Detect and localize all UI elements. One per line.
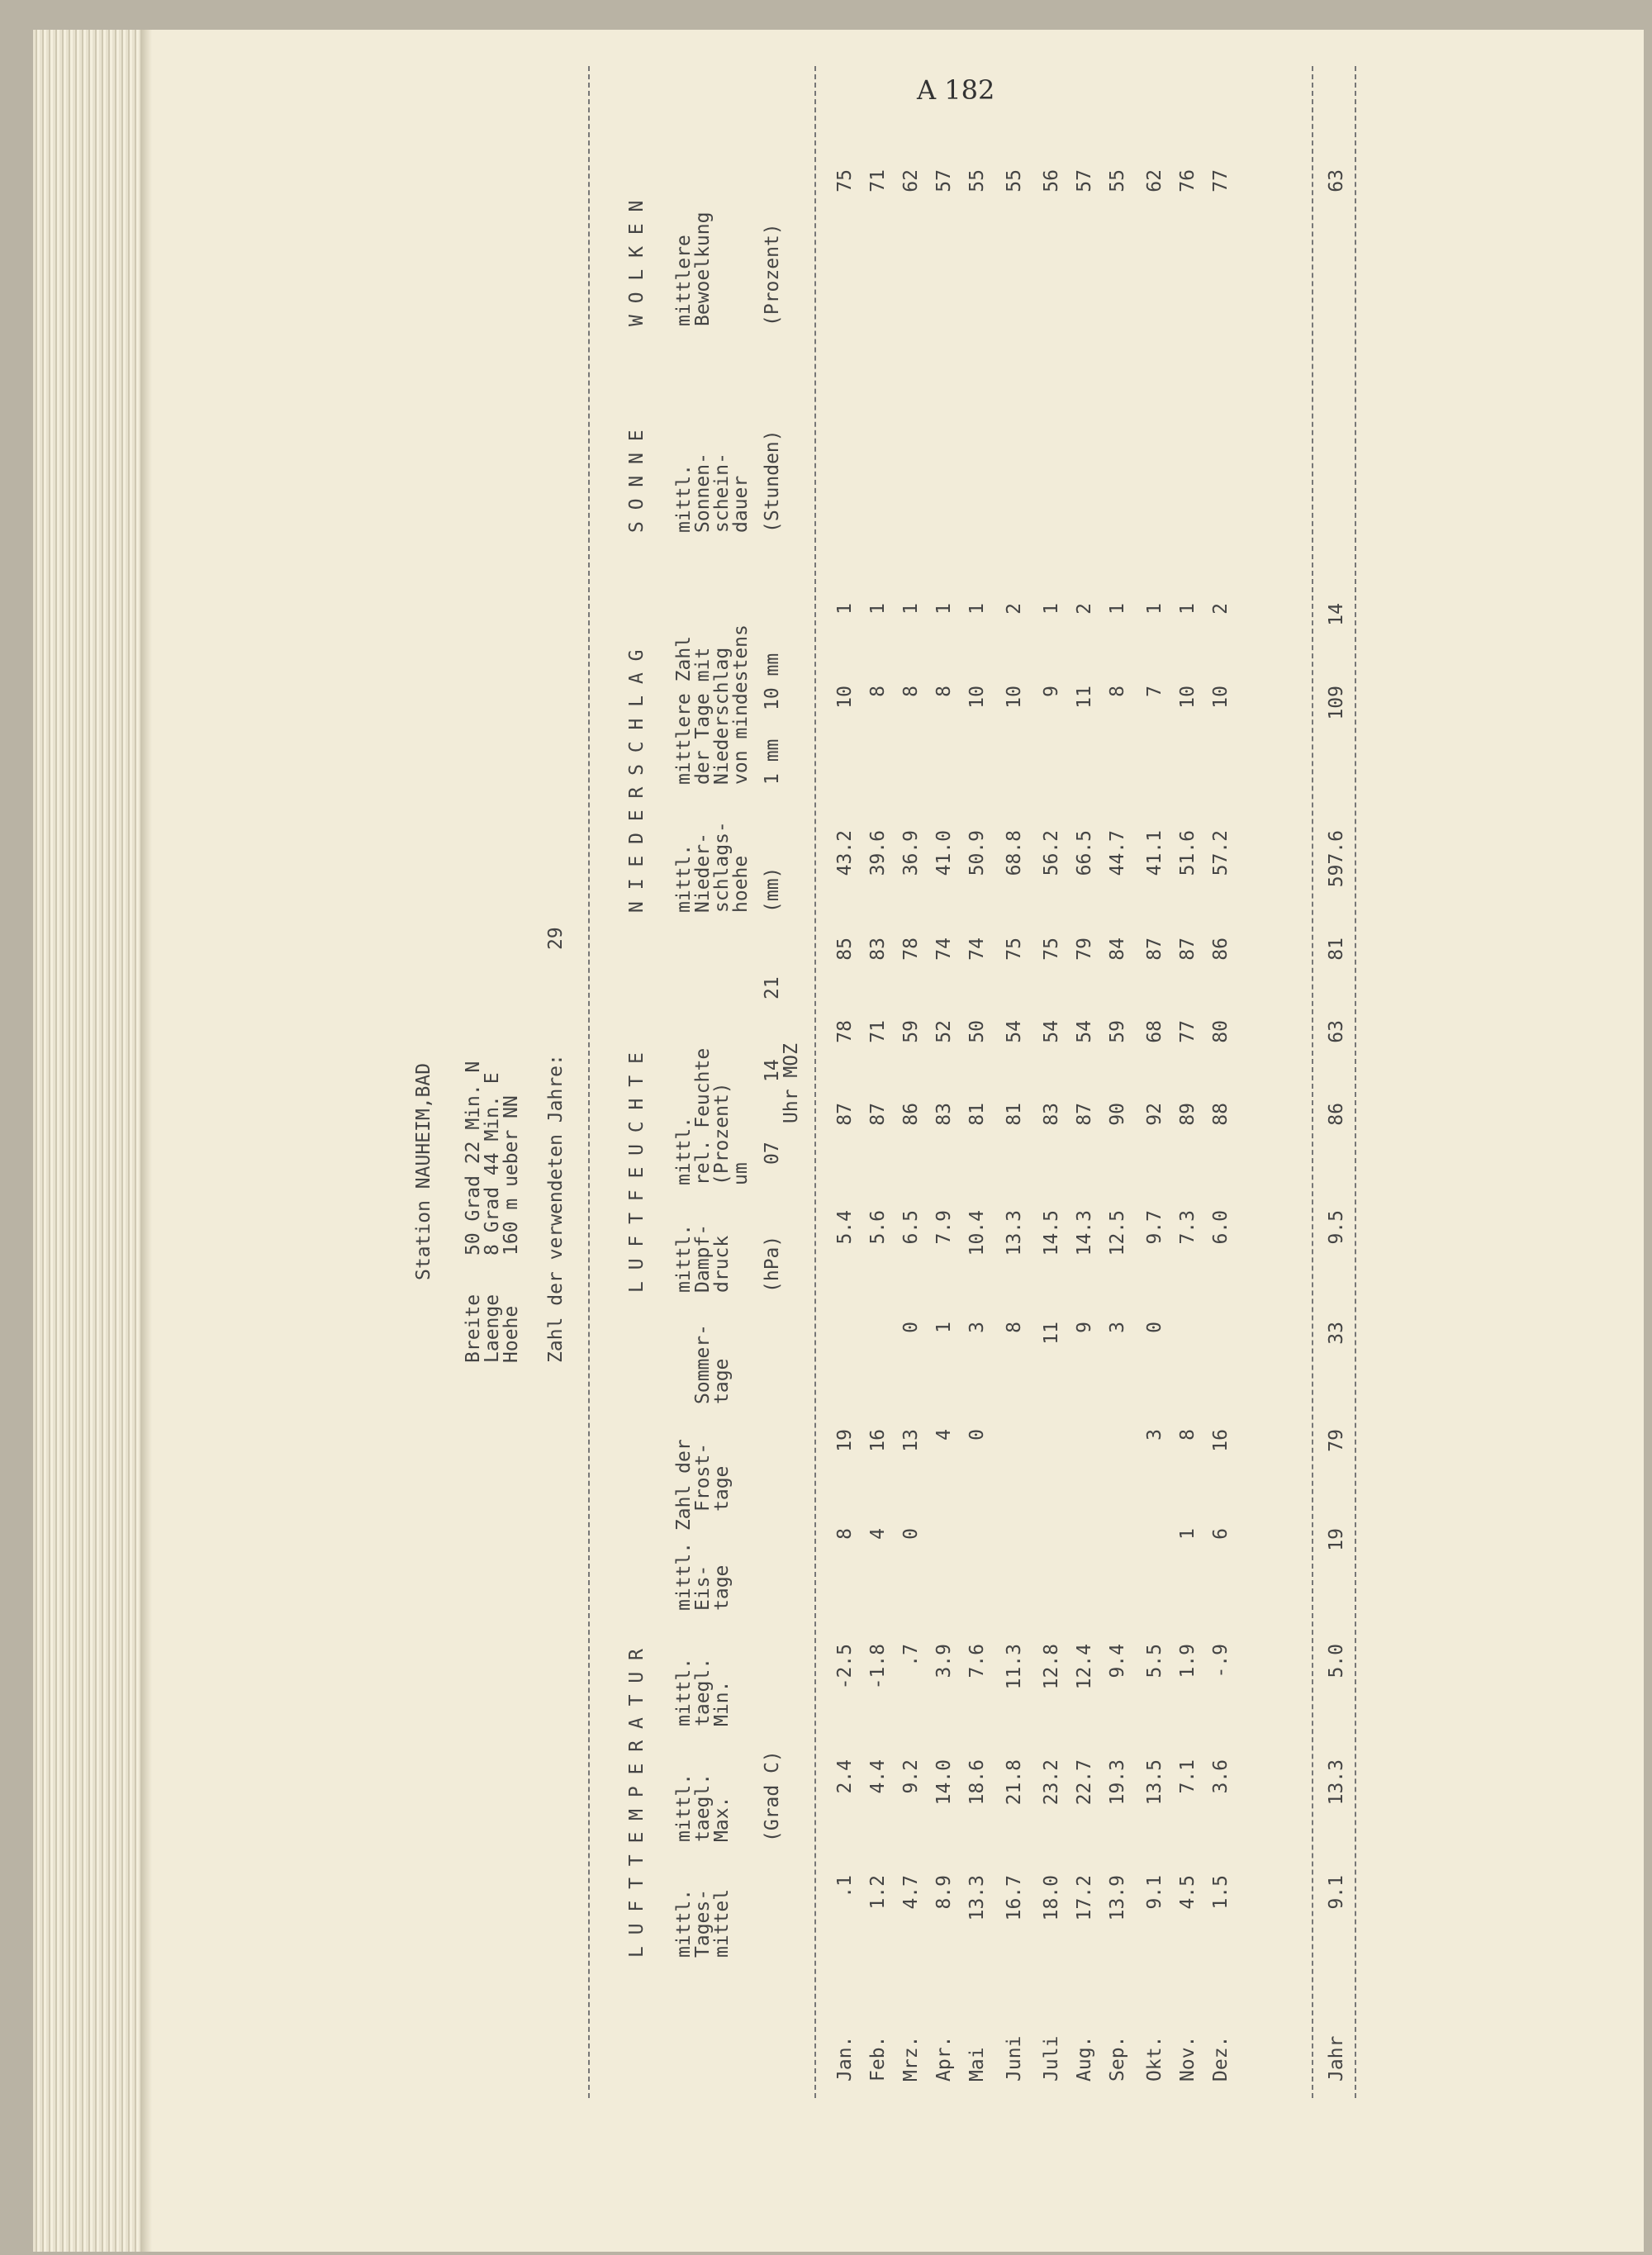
row-6-h07: 81: [1004, 1103, 1025, 1126]
row-10-h21: 87: [1144, 938, 1165, 961]
hdr-pdays-1: mittlere Zahl: [673, 635, 695, 785]
row-7-max: 23.2: [1041, 1759, 1062, 1806]
row-4-h07: 83: [933, 1103, 955, 1126]
row-10-frost: 3: [1144, 1429, 1165, 1441]
row-6-d10: 2: [1004, 603, 1025, 615]
row-4-h21: 74: [933, 938, 955, 961]
hdr-mean-1: mittl.: [673, 1888, 695, 1958]
hdr-hour-07: 07: [762, 1142, 783, 1165]
row-5-d10: 1: [966, 603, 988, 615]
row-9-mean: 13.9: [1107, 1875, 1128, 1921]
row-6-h14: 54: [1004, 1020, 1025, 1043]
row-3-mean: 4.7: [900, 1875, 922, 1910]
hdr-vapor-1: mittl.: [673, 1223, 695, 1293]
row-5-max: 18.6: [966, 1759, 988, 1806]
row-1-mean: .1: [834, 1875, 856, 1898]
row-11-pr: 51.6: [1177, 830, 1199, 876]
row-10-m: Okt.: [1144, 2035, 1165, 2082]
row-2-min: -1.8: [867, 1644, 889, 1690]
row-8-pr: 66.5: [1074, 830, 1095, 876]
rule-header: [814, 66, 816, 2098]
row-9-h14: 59: [1107, 1020, 1128, 1043]
row-5-sommer: 3: [966, 1322, 988, 1333]
row-12-h14: 80: [1210, 1020, 1232, 1043]
hdr-vapor-3: druck: [711, 1235, 733, 1293]
row-12-h07: 88: [1210, 1103, 1232, 1126]
loc-label-breite: Breite: [463, 1294, 484, 1363]
year-h14: 63: [1326, 1020, 1347, 1043]
hdr-frost-1: Frost-: [692, 1442, 714, 1512]
row-10-max: 13.5: [1144, 1759, 1165, 1806]
loc-value-hoehe: 160 m ueber NN: [501, 1095, 522, 1256]
row-11-cl: 76: [1177, 169, 1199, 192]
row-4-h14: 52: [933, 1020, 955, 1043]
row-5-h21: 74: [966, 938, 988, 961]
years-value: 29: [545, 927, 567, 950]
row-7-d10: 1: [1041, 603, 1062, 615]
row-3-cl: 62: [900, 169, 922, 192]
row-4-d1: 8: [933, 686, 955, 697]
years-label: Zahl der verwendeten Jahre:: [545, 1054, 567, 1363]
hdr-relhum-4: um: [730, 1162, 752, 1185]
hdr-max-1: mittl.: [673, 1773, 695, 1842]
row-2-cl: 71: [867, 169, 889, 192]
hdr-sun-4: dauer: [730, 475, 752, 533]
year-pr: 597.6: [1326, 830, 1347, 888]
row-10-h07: 92: [1144, 1103, 1165, 1126]
row-3-eis: 0: [900, 1528, 922, 1540]
row-6-min: 11.3: [1004, 1644, 1025, 1690]
row-7-d1: 9: [1041, 686, 1062, 697]
row-9-pr: 44.7: [1107, 830, 1128, 876]
row-2-vp: 5.6: [867, 1210, 889, 1245]
year-frost: 79: [1326, 1429, 1347, 1452]
row-11-max: 7.1: [1177, 1759, 1199, 1794]
hdr-sun-1: mittl.: [673, 463, 695, 533]
row-7-vp: 14.5: [1041, 1210, 1062, 1256]
hdr-sun-2: Sonnen-: [692, 453, 714, 533]
row-6-sommer: 8: [1004, 1322, 1025, 1333]
year-h07: 86: [1326, 1103, 1347, 1126]
hdr-max-2: taegl.: [692, 1773, 714, 1842]
row-5-frost: 0: [966, 1429, 988, 1441]
row-11-frost: 8: [1177, 1429, 1199, 1441]
row-7-pr: 56.2: [1041, 830, 1062, 876]
group-precip: N I E D E R S C H L A G: [626, 649, 648, 913]
row-12-pr: 57.2: [1210, 830, 1232, 876]
hdr-precip-unit: (mm): [762, 866, 783, 913]
hdr-cloud-1: mittlere: [673, 235, 695, 326]
row-3-d1: 8: [900, 686, 922, 697]
hdr-mean-2: Tages-: [692, 1888, 714, 1958]
row-7-mean: 18.0: [1041, 1875, 1062, 1921]
row-1-cl: 75: [834, 169, 856, 192]
row-8-d10: 2: [1074, 603, 1095, 615]
row-4-cl: 57: [933, 169, 955, 192]
row-9-sommer: 3: [1107, 1322, 1128, 1333]
row-2-d10: 1: [867, 603, 889, 615]
hdr-precip-3: schlags-: [711, 821, 733, 913]
hdr-temp-unit: (Grad C): [762, 1750, 783, 1842]
year-min: 5.0: [1326, 1644, 1347, 1678]
row-5-min: 7.6: [966, 1644, 988, 1678]
group-temp: L U F T T E M P E R A T U R: [626, 1649, 648, 1958]
row-3-max: 9.2: [900, 1759, 922, 1794]
page-number: A 182: [917, 74, 995, 106]
row-11-vp: 7.3: [1177, 1210, 1199, 1245]
row-9-min: 9.4: [1107, 1644, 1128, 1678]
row-6-h21: 75: [1004, 938, 1025, 961]
year-d1: 109: [1326, 686, 1347, 720]
row-6-mean: 16.7: [1004, 1875, 1025, 1921]
hdr-eis-1: Eis-: [692, 1564, 714, 1611]
rule-top: [588, 66, 590, 2098]
row-4-m: Apr.: [933, 2035, 955, 2082]
row-3-h14: 59: [900, 1020, 922, 1043]
row-5-d1: 10: [966, 686, 988, 709]
row-1-d10: 1: [834, 603, 856, 615]
page-gutter-shadow: [140, 30, 152, 2252]
row-8-sommer: 9: [1074, 1322, 1095, 1333]
row-12-max: 3.6: [1210, 1759, 1232, 1794]
hdr-min-3: Min.: [711, 1680, 733, 1726]
row-7-sommer: 11: [1041, 1322, 1062, 1345]
row-11-min: 1.9: [1177, 1644, 1199, 1678]
row-6-vp: 13.3: [1004, 1210, 1025, 1256]
row-2-h07: 87: [867, 1103, 889, 1126]
row-8-cl: 57: [1074, 169, 1095, 192]
row-5-pr: 50.9: [966, 830, 988, 876]
hdr-frost-2: tage: [711, 1465, 733, 1512]
row-9-d10: 1: [1107, 603, 1128, 615]
hdr-hour-14: 14: [762, 1059, 783, 1082]
row-6-cl: 55: [1004, 169, 1025, 192]
loc-label-hoehe: Hoehe: [501, 1305, 522, 1363]
row-2-d1: 8: [867, 686, 889, 697]
row-4-max: 14.0: [933, 1759, 955, 1806]
row-6-m: Juni: [1004, 2035, 1025, 2082]
hdr-mean-3: mittel: [711, 1888, 733, 1958]
hdr-relhum-1: mittl.: [673, 1116, 695, 1185]
row-12-d1: 10: [1210, 686, 1232, 709]
loc-label-laenge: Laenge: [482, 1294, 503, 1363]
year-eis: 19: [1326, 1528, 1347, 1551]
station-title: Station NAUHEIM,BAD: [413, 1062, 434, 1280]
hdr-pdays-4: von mindestens: [730, 624, 752, 785]
row-12-h21: 86: [1210, 938, 1232, 961]
group-cloud: W O L K E N: [626, 200, 648, 326]
row-3-frost: 13: [900, 1429, 922, 1452]
row-7-min: 12.8: [1041, 1644, 1062, 1690]
row-2-m: Feb.: [867, 2035, 889, 2082]
year-sommer: 33: [1326, 1322, 1347, 1345]
row-6-pr: 68.8: [1004, 830, 1025, 876]
row-8-mean: 17.2: [1074, 1875, 1095, 1921]
year-max: 13.3: [1326, 1759, 1347, 1806]
hdr-days-top: mittl. Zahl der: [673, 1439, 695, 1611]
row-8-vp: 14.3: [1074, 1210, 1095, 1256]
rule-before-year: [1312, 66, 1313, 2098]
hdr-cloud-unit: (Prozent): [762, 223, 783, 326]
row-10-d10: 1: [1144, 603, 1165, 615]
hdr-min-1: mittl.: [673, 1657, 695, 1726]
hdr-sommer-2: tage: [711, 1358, 733, 1404]
year-m: Jahr: [1326, 2035, 1347, 2082]
row-3-d10: 1: [900, 603, 922, 615]
row-8-m: Aug.: [1074, 2035, 1095, 2082]
row-6-max: 21.8: [1004, 1759, 1025, 1806]
row-12-eis: 6: [1210, 1528, 1232, 1540]
row-7-h07: 83: [1041, 1103, 1062, 1126]
hdr-precip-2: Nieder-: [692, 833, 714, 913]
row-2-max: 4.4: [867, 1759, 889, 1794]
hdr-precip-4: hoehe: [730, 855, 752, 913]
row-2-pr: 39.6: [867, 830, 889, 876]
hdr-sommer-1: Sommer-: [692, 1324, 714, 1404]
row-1-frost: 19: [834, 1429, 856, 1452]
row-4-vp: 7.9: [933, 1210, 955, 1245]
row-6-d1: 10: [1004, 686, 1025, 709]
row-1-eis: 8: [834, 1528, 856, 1540]
row-4-d10: 1: [933, 603, 955, 615]
hdr-cloud-2: Bewoelkung: [692, 211, 714, 326]
year-cl: 63: [1326, 169, 1347, 192]
hdr-relhum-2: rel. Feuchte: [692, 1047, 714, 1185]
row-12-cl: 77: [1210, 169, 1232, 192]
row-8-h07: 87: [1074, 1103, 1095, 1126]
row-3-h07: 86: [900, 1103, 922, 1126]
year-vp: 9.5: [1326, 1210, 1347, 1245]
row-4-mean: 8.9: [933, 1875, 955, 1910]
row-1-min: -2.5: [834, 1644, 856, 1690]
hdr-precip-1: mittl.: [673, 843, 695, 913]
row-3-m: Mrz.: [900, 2035, 922, 2082]
row-2-frost: 16: [867, 1429, 889, 1452]
hdr-pdays-1mm: 1 mm: [762, 738, 783, 785]
row-3-pr: 36.9: [900, 830, 922, 876]
row-7-cl: 56: [1041, 169, 1062, 192]
row-10-vp: 9.7: [1144, 1210, 1165, 1245]
hdr-pdays-10mm: 10 mm: [762, 653, 783, 710]
hdr-sun-unit: (Stunden): [762, 430, 783, 533]
hdr-relhum-3: (Prozent): [711, 1082, 733, 1185]
row-8-h14: 54: [1074, 1020, 1095, 1043]
row-11-d1: 10: [1177, 686, 1199, 709]
row-11-h21: 87: [1177, 938, 1199, 961]
group-humid: L U F T F E U C H T E: [626, 1052, 648, 1293]
row-10-sommer: 0: [1144, 1322, 1165, 1333]
row-11-h07: 89: [1177, 1103, 1199, 1126]
hdr-max-3: Max.: [711, 1796, 733, 1842]
row-7-m: Juli: [1041, 2035, 1062, 2082]
row-2-h14: 71: [867, 1020, 889, 1043]
row-9-h21: 84: [1107, 938, 1128, 961]
row-5-m: Mai: [966, 2047, 988, 2082]
row-10-mean: 9.1: [1144, 1875, 1165, 1910]
row-5-cl: 55: [966, 169, 988, 192]
row-3-min: .7: [900, 1644, 922, 1667]
row-1-vp: 5.4: [834, 1210, 856, 1245]
row-1-pr: 43.2: [834, 830, 856, 876]
hdr-vapor-unit: (hPa): [762, 1235, 783, 1293]
row-1-max: 2.4: [834, 1759, 856, 1794]
row-2-h21: 83: [867, 938, 889, 961]
row-11-m: Nov.: [1177, 2035, 1199, 2082]
row-11-eis: 1: [1177, 1528, 1199, 1540]
year-h21: 81: [1326, 938, 1347, 961]
row-7-h14: 54: [1041, 1020, 1062, 1043]
row-10-pr: 41.1: [1144, 830, 1165, 876]
row-5-h07: 81: [966, 1103, 988, 1126]
row-5-h14: 50: [966, 1020, 988, 1043]
row-11-h14: 77: [1177, 1020, 1199, 1043]
row-9-d1: 8: [1107, 686, 1128, 697]
row-3-vp: 6.5: [900, 1210, 922, 1245]
row-12-d10: 2: [1210, 603, 1232, 615]
row-11-d10: 1: [1177, 603, 1199, 615]
row-2-eis: 4: [867, 1528, 889, 1540]
row-1-h14: 78: [834, 1020, 856, 1043]
row-8-max: 22.7: [1074, 1759, 1095, 1806]
hdr-hour-21: 21: [762, 976, 783, 999]
hdr-vapor-2: Dampf-: [692, 1223, 714, 1293]
row-12-frost: 16: [1210, 1429, 1232, 1452]
row-4-frost: 4: [933, 1429, 955, 1441]
hdr-sun-3: schein-: [711, 453, 733, 533]
row-9-h07: 90: [1107, 1103, 1128, 1126]
row-3-sommer: 0: [900, 1322, 922, 1333]
rule-after-year: [1355, 66, 1356, 2098]
row-4-min: 3.9: [933, 1644, 955, 1678]
row-1-m: Jan.: [834, 2035, 856, 2082]
row-5-vp: 10.4: [966, 1210, 988, 1256]
row-8-min: 12.4: [1074, 1644, 1095, 1690]
page-stack-edge: [33, 30, 140, 2252]
row-3-h21: 78: [900, 938, 922, 961]
row-12-min: -.9: [1210, 1644, 1232, 1678]
row-9-vp: 12.5: [1107, 1210, 1128, 1256]
row-1-h21: 85: [834, 938, 856, 961]
row-9-m: Sep.: [1107, 2035, 1128, 2082]
row-12-vp: 6.0: [1210, 1210, 1232, 1245]
row-2-mean: 1.2: [867, 1875, 889, 1910]
row-10-cl: 62: [1144, 169, 1165, 192]
row-12-m: Dez.: [1210, 2035, 1232, 2082]
hdr-eis-2: tage: [711, 1564, 733, 1611]
row-8-d1: 11: [1074, 686, 1095, 709]
row-4-pr: 41.0: [933, 830, 955, 876]
hdr-uhr: Uhr MOZ: [781, 1043, 802, 1123]
row-8-h21: 79: [1074, 938, 1095, 961]
hdr-pdays-2: der Tage mit: [692, 647, 714, 785]
row-10-h14: 68: [1144, 1020, 1165, 1043]
row-7-h21: 75: [1041, 938, 1062, 961]
row-9-max: 19.3: [1107, 1759, 1128, 1806]
year-d10: 14: [1326, 603, 1347, 626]
loc-value-laenge: 8 Grad 44 Min. E: [482, 1072, 503, 1256]
row-12-mean: 1.5: [1210, 1875, 1232, 1910]
group-sun: S O N N E: [626, 430, 648, 533]
hdr-min-2: taegl.: [692, 1657, 714, 1726]
rotated-climate-table: [405, 66, 1347, 2106]
row-1-d1: 10: [834, 686, 856, 709]
row-4-sommer: 1: [933, 1322, 955, 1333]
year-mean: 9.1: [1326, 1875, 1347, 1910]
hdr-pdays-3: Niederschlag: [711, 647, 733, 785]
row-9-cl: 55: [1107, 169, 1128, 192]
row-10-min: 5.5: [1144, 1644, 1165, 1678]
row-5-mean: 13.3: [966, 1875, 988, 1921]
row-1-h07: 87: [834, 1103, 856, 1126]
loc-value-breite: 50 Grad 22 Min. N: [463, 1061, 484, 1256]
row-10-d1: 7: [1144, 686, 1165, 697]
row-11-mean: 4.5: [1177, 1875, 1199, 1910]
